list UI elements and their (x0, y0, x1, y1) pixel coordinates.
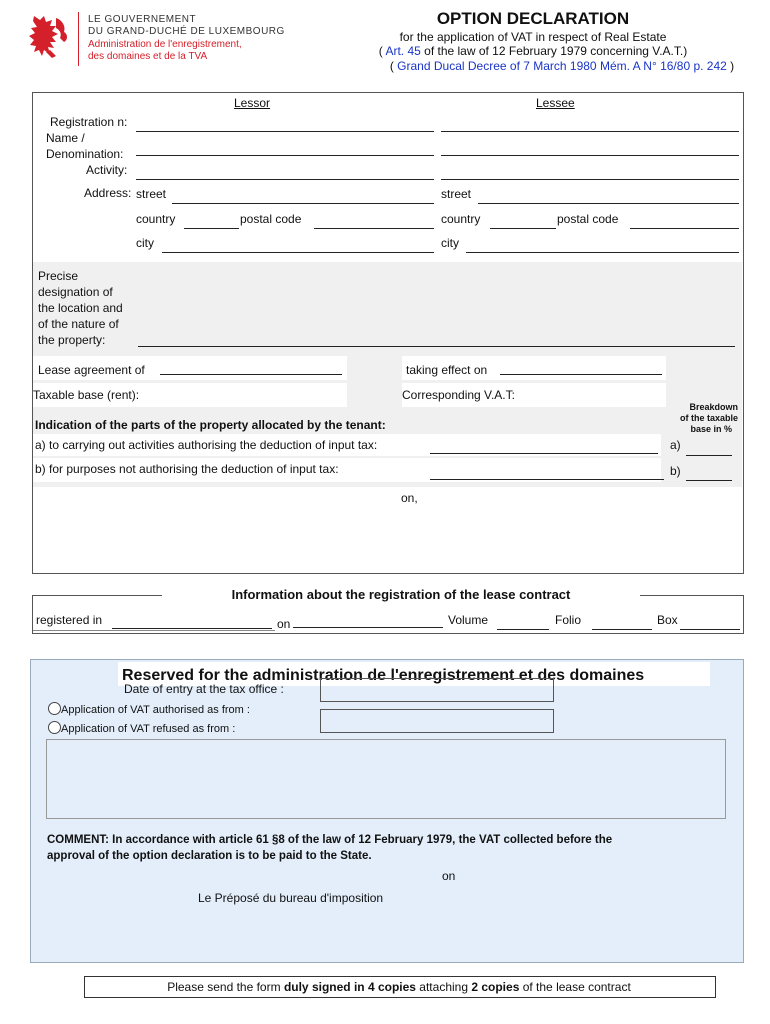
indication-heading: Indication of the parts of the property allocated by the tenant: (35, 418, 386, 432)
admin-line2: des domaines et de la TVA (88, 51, 208, 62)
part-a-percent-field[interactable] (686, 455, 732, 456)
volume-label: Volume (448, 613, 489, 627)
gov-line1: LE GOUVERNEMENT (88, 14, 197, 25)
lessor-postal-label: postal code (240, 212, 302, 226)
folio-field[interactable] (592, 629, 652, 630)
box-field[interactable] (680, 629, 740, 630)
lessee-name-field[interactable] (441, 155, 739, 156)
art45-link[interactable]: Art. 45 (385, 44, 421, 58)
lessee-registration-field[interactable] (441, 131, 739, 132)
part-b-text: b) for purposes not authorising the deduction of input tax: (35, 462, 339, 476)
vat-from-date-field[interactable] (320, 709, 554, 733)
breakdown-label-2: of the taxable (679, 413, 738, 423)
registration-label: Registration n: (50, 115, 128, 129)
refused-radio[interactable] (48, 721, 61, 734)
lessee-city-field[interactable] (466, 252, 739, 253)
place-date-on-label: on, (401, 491, 418, 505)
reserved-on-label: on (442, 869, 456, 883)
property-label-5: the property: (38, 333, 106, 347)
reserved-title: Reserved for the administration de l'enregistrement et des domaines (122, 667, 645, 684)
footer-instruction: Please send the form duly signed in 4 copies attaching 2 copies of the lease contract (167, 980, 631, 994)
reference-line2: ( Grand Ducal Decree of 7 March 1980 Mém. A N° 16/80 p. 242 ) (389, 59, 735, 73)
taxable-base-label: Taxable base (rent): (33, 388, 140, 402)
lessor-name-field[interactable] (136, 155, 434, 156)
comment-line1: COMMENT: In accordance with article 61 §8 of the law of 12 February 1979, the VAT collected before the (47, 834, 613, 846)
registration-top-border-left (32, 595, 162, 596)
box-label: Box (657, 613, 678, 627)
taking-effect-field[interactable] (500, 374, 662, 375)
lessor-header: Lessor (234, 96, 271, 110)
part-b-field[interactable] (430, 479, 664, 480)
date-entry-label: Date of entry at the tax office : (124, 682, 284, 696)
taking-effect-label: taking effect on (406, 363, 488, 377)
volume-field[interactable] (497, 629, 549, 630)
lease-agreement-label: Lease agreement of (38, 363, 145, 377)
registered-in-label: registered in (36, 613, 103, 627)
page-title: OPTION DECLARATION (436, 9, 630, 28)
reserved-notes-area[interactable] (46, 739, 726, 819)
admin-line1: Administration de l'enregistrement, (88, 39, 242, 50)
subtitle: for the application of VAT in respect of Real Estate (399, 30, 667, 44)
lessee-header: Lessee (536, 96, 575, 110)
property-label-3: the location and (38, 301, 123, 315)
breakdown-label-3: base in % (690, 424, 732, 434)
reg-on-field[interactable] (293, 627, 443, 628)
breakdown-label-1: Breakdown (689, 402, 738, 412)
part-b-label: b) (670, 464, 681, 478)
property-label-1: Precise (38, 269, 79, 283)
name-label: Name / (46, 131, 85, 145)
authorised-label: Application of VAT authorised as from : (61, 704, 250, 716)
lessee-activity-field[interactable] (441, 179, 739, 180)
lessee-street-field[interactable] (478, 203, 739, 204)
grand-ducal-decree-link[interactable]: Grand Ducal Decree of 7 March 1980 Mém. A N° 16/80 p. 242 (397, 59, 727, 73)
prepose-label: Le Préposé du bureau d'imposition (198, 891, 384, 905)
part-b-percent-field[interactable] (686, 480, 732, 481)
lessee-country-label: country (441, 212, 481, 226)
property-label-2: designation of (38, 285, 113, 299)
date-entry-field[interactable] (320, 678, 554, 702)
lessor-activity-field[interactable] (136, 179, 434, 180)
lessee-postal-label: postal code (557, 212, 619, 226)
lessee-postal-field[interactable] (630, 228, 739, 229)
lessor-postal-field[interactable] (314, 228, 434, 229)
reference-line1: ( Art. 45 of the law of 12 February 1979 concerning V.A.T.) (378, 44, 688, 58)
comment-line2: approval of the option declaration is to be paid to the State. (47, 850, 372, 862)
lessor-street-label: street (136, 187, 167, 201)
luxembourg-lion-logo (26, 12, 70, 60)
lessee-street-label: street (441, 187, 472, 201)
registered-in-field[interactable] (112, 628, 272, 629)
gov-line2: DU GRAND-DUCHÉ DE LUXEMBOURG (88, 26, 285, 37)
registration-info-title: Information about the registration of the lease contract (231, 587, 571, 602)
corresponding-vat-label: Corresponding V.A.T: (402, 388, 515, 402)
part-a-field[interactable] (430, 453, 658, 454)
authorised-radio[interactable] (48, 702, 61, 715)
registration-top-border-right (640, 595, 743, 596)
part-a-label: a) (670, 438, 681, 452)
logo-divider (78, 12, 79, 66)
lessor-registration-field[interactable] (136, 131, 434, 132)
activity-label: Activity: (86, 163, 128, 177)
lease-agreement-field[interactable] (160, 374, 342, 375)
property-label-4: of the nature of (38, 317, 119, 331)
folio-label: Folio (555, 613, 582, 627)
reg-on-label: on (277, 617, 291, 631)
lessee-city-label: city (441, 236, 459, 250)
lessee-country-field[interactable] (490, 228, 556, 229)
lessor-country-field[interactable] (184, 228, 239, 229)
property-designation-field[interactable] (138, 346, 735, 347)
lessor-country-label: country (136, 212, 176, 226)
denomination-label: Denomination: (46, 147, 124, 161)
address-label: Address: (84, 186, 132, 200)
lessor-city-field[interactable] (162, 252, 434, 253)
lessor-city-label: city (136, 236, 154, 250)
lessor-street-field[interactable] (172, 203, 434, 204)
refused-label: Application of VAT refused as from : (61, 723, 236, 735)
part-a-text: a) to carrying out activities authorising the deduction of input tax: (35, 438, 378, 452)
